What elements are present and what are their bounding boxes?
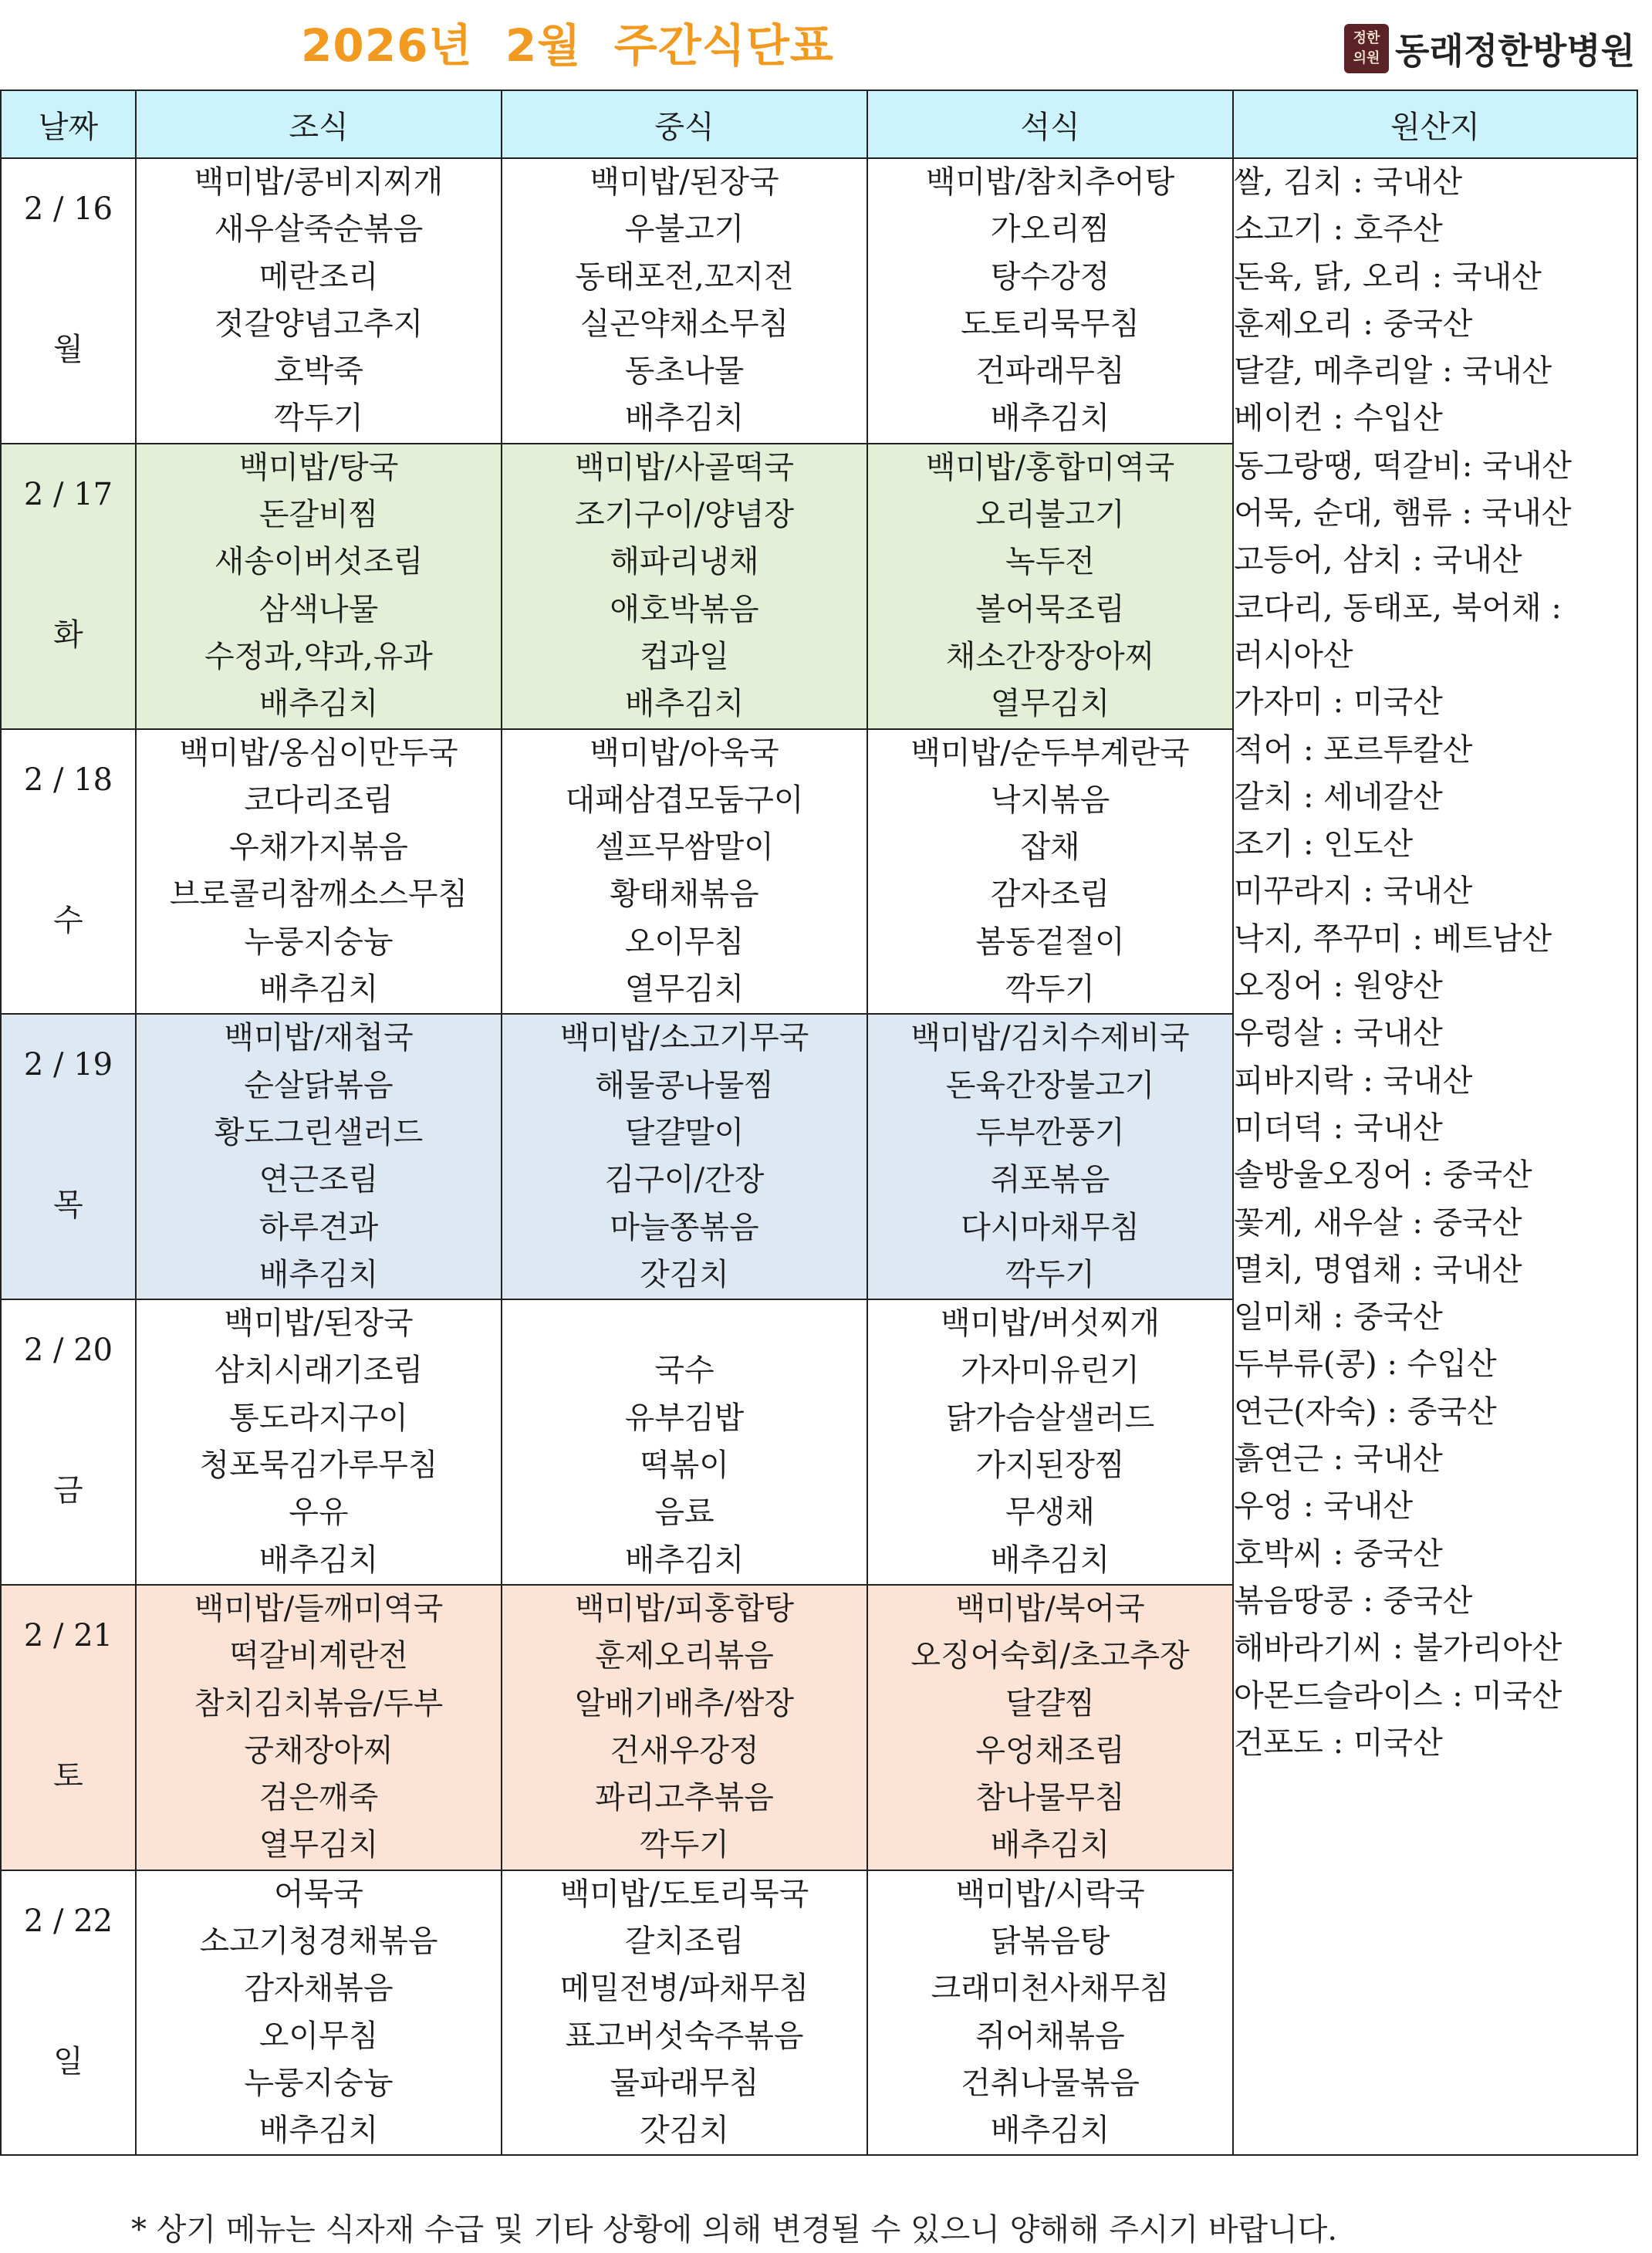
dinner-item: 가지된장찜	[975, 1447, 1125, 1484]
breakfast-cell	[136, 729, 502, 1015]
lunch-item: 배추김치	[624, 400, 745, 437]
breakfast-item: 소고기청경채볶음	[199, 1923, 438, 1959]
lunch-item	[502, 1300, 867, 1347]
date-cell	[1, 1585, 136, 1870]
dinner-item: 백미밥/홍합미역국	[925, 449, 1175, 485]
breakfast-item: 젓갈양념고추지	[214, 306, 424, 342]
date-label: 2 / 20	[23, 1333, 113, 1369]
origin-item: 볶음땅콩 : 중국산	[1234, 1583, 1473, 1619]
origin-item: 피바지락 : 국내산	[1234, 1062, 1473, 1099]
dinner-item: 깍두기	[1005, 1256, 1095, 1292]
breakfast-item: 통도라지구이	[229, 1400, 408, 1436]
breakfast-cell	[136, 444, 502, 729]
lunch-item: 마늘쫑볶음	[610, 1209, 759, 1245]
dinner-item: 배추김치	[990, 1542, 1110, 1578]
dinner-item: 백미밥/참치추어탕	[925, 164, 1175, 200]
lunch-item: 우불고기	[624, 211, 745, 248]
breakfast-item: 삼치시래기조림	[214, 1353, 424, 1389]
header-lunch: 중식	[502, 90, 867, 158]
origin-item: 적어 : 포르투칼산	[1234, 731, 1473, 768]
dinner-item: 녹두전	[1005, 544, 1095, 580]
date-label: 2 / 16	[23, 191, 113, 227]
date-label: 2 / 18	[23, 762, 113, 798]
lunch-item: 컵과일	[640, 638, 729, 674]
dinner-item: 백미밥/김치수제비국	[910, 1020, 1190, 1056]
lunch-item: 동태포전,꼬지전	[575, 258, 794, 295]
breakfast-item: 백미밥/재첩국	[224, 1020, 414, 1056]
lunch-item: 꽈리고추볶음	[595, 1780, 774, 1816]
origin-item: 달걀, 메추리알 : 국내산	[1234, 353, 1552, 390]
origin-item: 해바라기씨 : 불가리아산	[1234, 1630, 1562, 1667]
breakfast-item: 오이무침	[258, 2018, 379, 2054]
date-label: 2 / 21	[23, 1617, 113, 1653]
breakfast-cell	[136, 1870, 502, 2156]
origin-item: 일미채 : 중국산	[1234, 1299, 1443, 1336]
dinner-item: 다시마채무침	[961, 1209, 1140, 1245]
dinner-item: 도토리묵무침	[961, 306, 1140, 342]
breakfast-item: 깍두기	[274, 400, 363, 437]
origin-item: 건포도 : 미국산	[1234, 1724, 1443, 1761]
breakfast-item: 삼색나물	[258, 591, 379, 627]
page-title: 2026년 2월 주간식단표	[301, 19, 834, 72]
origin-item: 동그랑땡, 떡갈비: 국내산	[1234, 448, 1573, 484]
date-label: 2 / 19	[23, 1047, 113, 1083]
day-row	[1, 158, 1637, 444]
dinner-item: 쥐포볶음	[990, 1162, 1110, 1198]
breakfast-item: 어묵국	[274, 1876, 363, 1912]
breakfast-cell	[136, 1585, 502, 1870]
hospital-logo-icon	[1344, 24, 1389, 73]
weekly-menu-table	[0, 90, 1638, 2156]
dinner-item: 두부깐풍기	[975, 1114, 1125, 1150]
lunch-item: 깍두기	[640, 1827, 729, 1863]
origin-item: 미꾸라지 : 국내산	[1234, 873, 1473, 910]
origin-item: 낙지, 쭈꾸미 : 베트남산	[1234, 920, 1552, 957]
breakfast-item: 백미밥/된장국	[224, 1306, 414, 1342]
lunch-item: 갓김치	[640, 1256, 729, 1292]
lunch-item: 김구이/간장	[604, 1162, 765, 1198]
date-cell	[1, 1299, 136, 1585]
menu-body	[1, 158, 1637, 2155]
date-cell	[1, 158, 136, 444]
dinner-item: 오징어숙회/초고추장	[910, 1638, 1190, 1674]
lunch-item: 백미밥/사골떡국	[575, 449, 794, 485]
lunch-item: 대패삼겹모둠구이	[565, 782, 804, 818]
breakfast-item: 백미밥/콩비지찌개	[194, 164, 444, 200]
dinner-item: 감자조림	[990, 877, 1110, 913]
lunch-item: 백미밥/소고기무국	[559, 1020, 809, 1056]
origin-item: 러시아산	[1234, 637, 1353, 673]
breakfast-cell	[136, 1299, 502, 1585]
header-row	[1, 90, 1637, 158]
breakfast-item: 참치김치볶음/두부	[194, 1685, 444, 1721]
lunch-item: 실곤약채소무침	[579, 306, 789, 342]
header-origin: 원산지	[1233, 90, 1637, 158]
origin-item: 두부류(콩) : 수입산	[1234, 1346, 1497, 1383]
weekday-label: 월	[53, 332, 83, 367]
lunch-item: 건새우강정	[610, 1732, 759, 1768]
lunch-cell	[502, 1585, 867, 1870]
lunch-item: 훈제오리볶음	[595, 1638, 774, 1674]
breakfast-item: 백미밥/옹심이만두국	[179, 735, 458, 771]
dinner-item: 오리불고기	[975, 497, 1125, 533]
weekday-label: 화	[53, 616, 83, 653]
dinner-item: 백미밥/시락국	[955, 1876, 1145, 1912]
breakfast-item: 배추김치	[258, 2113, 379, 2149]
dinner-item: 볼어묵조림	[975, 591, 1125, 627]
breakfast-item: 누룽지숭늉	[244, 924, 394, 960]
origin-item: 우엉 : 국내산	[1234, 1488, 1414, 1525]
dinner-item: 가자미유린기	[961, 1353, 1140, 1389]
dinner-item: 봄동겉절이	[975, 924, 1125, 960]
breakfast-item: 배추김치	[258, 686, 379, 722]
breakfast-item: 연근조림	[258, 1162, 379, 1198]
breakfast-item: 새송이버섯조림	[214, 544, 424, 580]
breakfast-item: 새우살죽순볶음	[214, 211, 424, 248]
breakfast-item: 코다리조림	[244, 782, 394, 818]
lunch-item: 황태채볶음	[610, 877, 759, 913]
dinner-item: 참나물무침	[975, 1780, 1125, 1816]
origin-item: 오징어 : 원양산	[1234, 968, 1443, 1005]
lunch-item: 물파래무침	[610, 2065, 759, 2101]
lunch-item: 달걀말이	[624, 1114, 745, 1150]
lunch-item: 백미밥/된장국	[590, 164, 779, 200]
header-date: 날짜	[1, 90, 136, 158]
dinner-item: 건취나물볶음	[961, 2065, 1140, 2101]
origin-item: 코다리, 동태포, 북어채 :	[1234, 589, 1562, 626]
breakfast-item: 검은깨죽	[258, 1780, 379, 1816]
breakfast-item: 우채가지볶음	[229, 829, 408, 866]
breakfast-item: 청포묵김가루무침	[199, 1447, 438, 1484]
logo-line-1: 정한	[1353, 30, 1380, 46]
origin-item: 베이컨 : 수입산	[1234, 400, 1443, 437]
origin-item: 우렁살 : 국내산	[1234, 1015, 1443, 1052]
breakfast-cell	[136, 1014, 502, 1299]
origin-item: 솔방울오징어 : 중국산	[1234, 1157, 1532, 1194]
lunch-item: 배추김치	[624, 686, 745, 722]
dinner-item: 백미밥/버섯찌개	[941, 1306, 1160, 1342]
dinner-item: 탕수강정	[990, 258, 1110, 295]
origin-cell	[1233, 158, 1637, 2155]
date-cell	[1, 1014, 136, 1299]
origin-item: 고등어, 삼치 : 국내산	[1234, 542, 1522, 579]
lunch-item: 동초나물	[624, 353, 745, 390]
origin-item: 쌀, 김치 : 국내산	[1234, 164, 1463, 200]
dinner-cell	[867, 1585, 1233, 1870]
origin-item: 훈제오리 : 중국산	[1234, 306, 1473, 342]
dinner-cell	[867, 1870, 1233, 2156]
lunch-item: 해파리냉채	[610, 544, 759, 580]
breakfast-item: 메란조리	[258, 258, 379, 295]
lunch-cell	[502, 729, 867, 1015]
dinner-item: 채소간장장아찌	[945, 638, 1155, 674]
origin-item: 조기 : 인도산	[1234, 826, 1414, 863]
lunch-item: 백미밥/아욱국	[590, 735, 779, 771]
date-label: 2 / 22	[23, 1903, 113, 1939]
header-dinner: 석식	[867, 90, 1233, 158]
weekday-label: 토	[53, 1758, 83, 1794]
breakfast-item: 배추김치	[258, 1256, 379, 1292]
dinner-cell	[867, 1299, 1233, 1585]
dinner-item: 돈육간장불고기	[945, 1067, 1155, 1103]
breakfast-item: 하루견과	[258, 1209, 379, 1245]
dinner-item: 열무김치	[990, 686, 1110, 722]
origin-item: 돈육, 닭, 오리 : 국내산	[1234, 258, 1542, 295]
breakfast-item: 떡갈비계란전	[229, 1638, 408, 1674]
lunch-cell	[502, 1299, 867, 1585]
origin-item: 연근(자숙) : 중국산	[1234, 1393, 1497, 1430]
dinner-item: 가오리찜	[990, 211, 1110, 248]
origin-item: 아몬드슬라이스 : 미국산	[1234, 1677, 1562, 1714]
date-cell	[1, 1870, 136, 2156]
dinner-item: 닭가슴살샐러드	[945, 1400, 1155, 1436]
breakfast-item: 순살닭볶음	[244, 1067, 394, 1103]
lunch-item: 메밀전병/파채무침	[559, 1971, 809, 2007]
dinner-cell	[867, 1014, 1233, 1299]
dinner-item: 건파래무침	[975, 353, 1125, 390]
dinner-item: 우엉채조림	[975, 1732, 1125, 1768]
lunch-item: 갓김치	[640, 2113, 729, 2149]
dinner-item: 잡채	[1020, 829, 1080, 866]
dinner-item: 닭볶음탕	[990, 1923, 1110, 1959]
header-breakfast: 조식	[136, 90, 502, 158]
lunch-item: 조기구이/양념장	[575, 497, 794, 533]
lunch-item: 애호박볶음	[610, 591, 759, 627]
origin-item: 호박씨 : 중국산	[1234, 1535, 1443, 1572]
breakfast-item: 수정과,약과,유과	[204, 638, 433, 674]
lunch-cell	[502, 158, 867, 444]
lunch-item: 백미밥/도토리묵국	[559, 1876, 809, 1912]
breakfast-item: 배추김치	[258, 971, 379, 1008]
weekday-label: 목	[53, 1187, 83, 1224]
breakfast-item: 돈갈비찜	[258, 497, 379, 533]
origin-item: 소고기 : 호주산	[1234, 211, 1443, 248]
lunch-cell	[502, 1870, 867, 2156]
dinner-cell	[867, 444, 1233, 729]
origin-item: 어묵, 순대, 햄류 : 국내산	[1234, 495, 1572, 532]
lunch-item: 갈치조림	[624, 1923, 745, 1959]
dinner-item: 배추김치	[990, 2113, 1110, 2149]
breakfast-item: 호박죽	[274, 353, 363, 390]
lunch-item: 알배기배추/쌈장	[575, 1685, 794, 1721]
lunch-item: 백미밥/피홍합탕	[575, 1590, 794, 1626]
dinner-cell	[867, 729, 1233, 1015]
dinner-item: 백미밥/북어국	[955, 1590, 1145, 1626]
dinner-item: 낙지볶음	[990, 782, 1110, 818]
breakfast-item: 백미밥/탕국	[238, 449, 399, 485]
lunch-item: 떡볶이	[640, 1447, 729, 1484]
lunch-cell	[502, 1014, 867, 1299]
breakfast-item: 브로콜리참깨소스무침	[169, 877, 468, 913]
breakfast-item: 우유	[289, 1495, 349, 1531]
origin-item: 미더덕 : 국내산	[1234, 1110, 1443, 1146]
lunch-item: 오이무침	[624, 924, 745, 960]
dinner-item: 배추김치	[990, 1827, 1110, 1863]
origin-item: 꽃게, 새우살 : 중국산	[1234, 1204, 1522, 1241]
lunch-item: 국수	[654, 1353, 715, 1389]
dinner-item: 깍두기	[1005, 971, 1095, 1008]
date-label: 2 / 17	[23, 476, 113, 512]
dinner-cell	[867, 158, 1233, 444]
lunch-item: 셀프무쌈말이	[595, 829, 774, 866]
lunch-item: 표고버섯숙주볶음	[565, 2018, 804, 2054]
origin-item: 갈치 : 세네갈산	[1234, 779, 1443, 815]
lunch-cell	[502, 444, 867, 729]
dinner-item: 백미밥/순두부계란국	[910, 735, 1190, 771]
lunch-item: 음료	[654, 1495, 715, 1531]
breakfast-item: 백미밥/들깨미역국	[194, 1590, 444, 1626]
breakfast-item: 누룽지숭늉	[244, 2065, 394, 2101]
weekday-label: 일	[53, 2043, 83, 2079]
lunch-item: 열무김치	[624, 971, 745, 1008]
date-cell	[1, 444, 136, 729]
weekday-label: 수	[53, 902, 83, 938]
footnote: * 상기 메뉴는 식자재 수급 및 기타 상황에 의해 변경될 수 있으니 양해해 주시기 바랍니다.	[131, 2212, 1338, 2248]
origin-item: 가자미 : 미국산	[1234, 684, 1443, 721]
breakfast-item: 황도그린샐러드	[214, 1114, 424, 1150]
breakfast-item: 열무김치	[258, 1827, 379, 1863]
lunch-item: 해물콩나물찜	[595, 1067, 774, 1103]
dinner-item: 크래미천사채무침	[931, 1971, 1170, 2007]
lunch-item: 유부김밥	[624, 1400, 745, 1436]
dinner-item: 쥐어채볶음	[975, 2018, 1125, 2054]
hospital-name: 동래정한방병원	[1395, 30, 1636, 72]
lunch-item: 배추김치	[624, 1542, 745, 1578]
dinner-item: 무생채	[1005, 1495, 1095, 1531]
breakfast-item: 감자채볶음	[244, 1971, 394, 2007]
breakfast-item: 궁채장아찌	[244, 1732, 394, 1768]
dinner-item: 배추김치	[990, 400, 1110, 437]
origin-item: 멸치, 명엽채 : 국내산	[1234, 1251, 1522, 1288]
origin-item: 흙연근 : 국내산	[1234, 1441, 1443, 1478]
breakfast-cell	[136, 158, 502, 444]
date-cell	[1, 729, 136, 1015]
breakfast-item: 배추김치	[258, 1542, 379, 1578]
logo-line-2: 의원	[1353, 50, 1380, 66]
weekday-label: 금	[53, 1473, 83, 1509]
dinner-item: 달걀찜	[1005, 1685, 1095, 1721]
hospital-brand	[1344, 22, 1635, 76]
